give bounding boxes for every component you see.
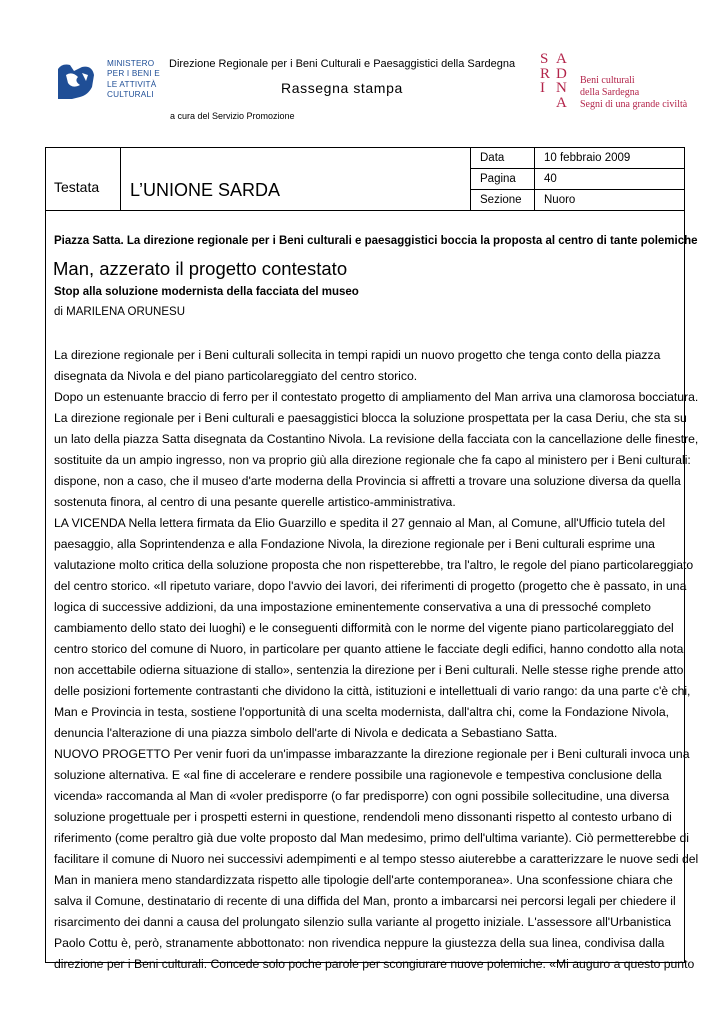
article-headline: Man, azzerato il progetto contestato bbox=[53, 258, 348, 279]
article-line: vicenda» raccomanda al Man di «voler predisporre (o far predisporre) con ogni possibile sollecitudine, una diversa bbox=[54, 789, 670, 803]
sardegna-logo-text: Beni culturali della Sardegna Segni di una grande civiltà bbox=[580, 75, 688, 110]
article-line: riferimento (come peraltro già due volte proposto dal Man medesimo, primo dell'ultima variante). Ciò permetterebbe di bbox=[54, 831, 690, 845]
article-byline: di MARILENA ORUNESU bbox=[54, 306, 186, 318]
sardegna-logo-letters: S A R D I N A bbox=[540, 51, 567, 111]
article-line: La direzione regionale per i Beni culturali sollecita in tempi rapidi un nuovo progetto che tenga conto della piazza bbox=[54, 348, 661, 362]
article-line: sostituite da un ampio ingresso, non va proprio giù alla direzione regionale che fa capo al ministero per i Beni culturali: bbox=[54, 453, 691, 467]
article-line: logica di successive addizioni, da una impostazione eminentemente conservativa a una di pressoché completo bbox=[54, 600, 651, 614]
article-kicker: Piazza Satta. La direzione regionale per i Beni culturali e paesaggistici boccia la proposta al centro di tante polemiche bbox=[54, 235, 698, 247]
newspaper-name: L’UNIONE SARDA bbox=[130, 180, 281, 200]
article-line: Paolo Cottu è, però, stranamente abbottonato: non rivendica neppure la giustezza della sua linea, condivisa dalla bbox=[54, 936, 665, 950]
article-line: non accettabile odierna situazione di stallo», sentenzia la direzione per i Beni culturali. Nelle stesse righe prende atto bbox=[54, 663, 684, 677]
article-line: valutazione molto critica della soluzione proposta che non rispetterebbe, tra l'altro, le regole del piano particolareggiato bbox=[54, 558, 694, 572]
article-line: La direzione regionale per i Beni culturali e paesaggistici blocca la soluzione prospettata per la casa Deriu, che sta su bbox=[54, 411, 687, 425]
article-line: un lato della piazza Satta disegnata da Costantino Nivola. La revisione della facciata con la cancellazione delle finestre, bbox=[54, 432, 699, 446]
article-line: delle posizioni fortemente contrastanti che dividono la città, istituzioni e intellettuali di vario rango: da una parte c'è chi, bbox=[54, 684, 691, 698]
rassegna-stampa-title: Rassegna stampa bbox=[281, 80, 403, 96]
masthead-row-sezione bbox=[471, 190, 684, 210]
sardegna-logo bbox=[540, 52, 690, 112]
ministero-logo-text: MINISTERO PER I BENI E LE ATTIVITÀ CULTURALI bbox=[107, 59, 160, 99]
article-line: salva il Comune, destinatario di recente di una diffida del Man, pronto a imbarcarsi nei percorsi legali per chiedere il bbox=[54, 894, 676, 908]
article-line: disegnata da Nivola e del piano particolareggiato del centro storico. bbox=[54, 369, 418, 383]
masthead-label: Data bbox=[471, 148, 535, 168]
article-body bbox=[54, 345, 699, 975]
article-box bbox=[45, 211, 699, 971]
mibac-emblem-icon bbox=[52, 61, 98, 101]
article-line: NUOVO PROGETTO Per venir fuori da un'impasse imbarazzante la direzione regionale per i Beni culturali invoca una bbox=[54, 747, 690, 761]
testata-label-cell bbox=[46, 148, 121, 210]
masthead-value: 40 bbox=[544, 173, 557, 185]
article-line: LA VICENDA Nella lettera firmata da Elio Guarzillo e spedita il 27 gennaio al Man, al Comune, all'Ufficio tutela del bbox=[54, 516, 666, 530]
masthead-label: Sezione bbox=[471, 190, 535, 210]
article-line: del centro storico. «Il ripetuto variare, dopo l'avvio dei lavori, dei riferimenti di progetto (progetto che è passato, in una bbox=[54, 579, 687, 593]
a-cura-note: a cura del Servizio Promozione bbox=[170, 111, 295, 121]
article-line: sostenuta finora, al centro di una pesante querelle artistico-amministrativa. bbox=[54, 495, 456, 509]
article-line: risarcimento dei danni a causa del prolungato silenzio sulla variante al progetto iniziale. L'assessore all'Urbanistica bbox=[54, 915, 672, 929]
article-line: direzione per i Beni culturali. Concede solo poche parole per scongiurare nuove polemiche. «Mi auguro a questo punto bbox=[54, 957, 695, 971]
ministero-logo bbox=[52, 59, 162, 105]
article-line: cambiamento dello stato dei luoghi) e le conseguenti difformità con le norme del vigente piano particolareggiato del bbox=[54, 621, 674, 635]
article-line: facilitare il comune di Nuoro nei successivi adempimenti e al tempo stesso aiuterebbe a caratterizzare le nuove sedi del bbox=[54, 852, 699, 866]
article-line: soluzione progettuale per i prospetti esterni in questione, rendendoli meno dissonanti rispetto al contesto urbano di bbox=[54, 810, 672, 824]
article-subhead: Stop alla soluzione modernista della facciata del museo bbox=[54, 286, 359, 298]
article-line: denuncia l'alterazione di una piazza simbolo dell'arte di Nivola e dedicata a Sebastiano Satta. bbox=[54, 726, 558, 740]
article-line: Man e Provincia in testa, sostiene l'opportunità di una scelta modernista, dall'altra chi, come la Fondazione Nivola, bbox=[54, 705, 670, 719]
article-line: soluzione alternativa. E «al fine di accelerare e rendere possibile una ragionevole e tempestiva conclusione della bbox=[54, 768, 662, 782]
article-line: Man in maniera meno standardizzata rispetto alle tipologie dell'arte contemporanea». Una sconfessione chiara che bbox=[54, 873, 673, 887]
direzione-title: Direzione Regionale per i Beni Culturali e Paesaggistici della Sardegna bbox=[169, 58, 516, 70]
masthead-row-pagina bbox=[471, 169, 684, 190]
article-line: paesaggio, alla Soprintendenza e alla Fondazione Nivola, la direzione regionale per i Beni culturali esprime una bbox=[54, 537, 655, 551]
masthead-row-data bbox=[471, 148, 684, 169]
article-line: Dopo un estenuante braccio di ferro per il contestato progetto di ampliamento del Man arriva una clamorosa bocciatura. bbox=[54, 390, 699, 404]
testata-value-cell bbox=[121, 148, 471, 210]
article-line: centro storico del comune di Nuoro, in particolare per quanto attiene le facciate degli edifici, hanno condotto alla nota bbox=[54, 642, 684, 656]
masthead-value: Nuoro bbox=[544, 194, 576, 206]
masthead-label: Pagina bbox=[471, 169, 535, 189]
article-line: dispone, non a caso, che il museo d'arte moderna della Provincia si affretti a trovare una soluzione diversa da quella bbox=[54, 474, 681, 488]
masthead-table bbox=[45, 147, 685, 211]
masthead-value: 10 febbraio 2009 bbox=[544, 152, 631, 164]
testata-label: Testata bbox=[54, 179, 100, 195]
